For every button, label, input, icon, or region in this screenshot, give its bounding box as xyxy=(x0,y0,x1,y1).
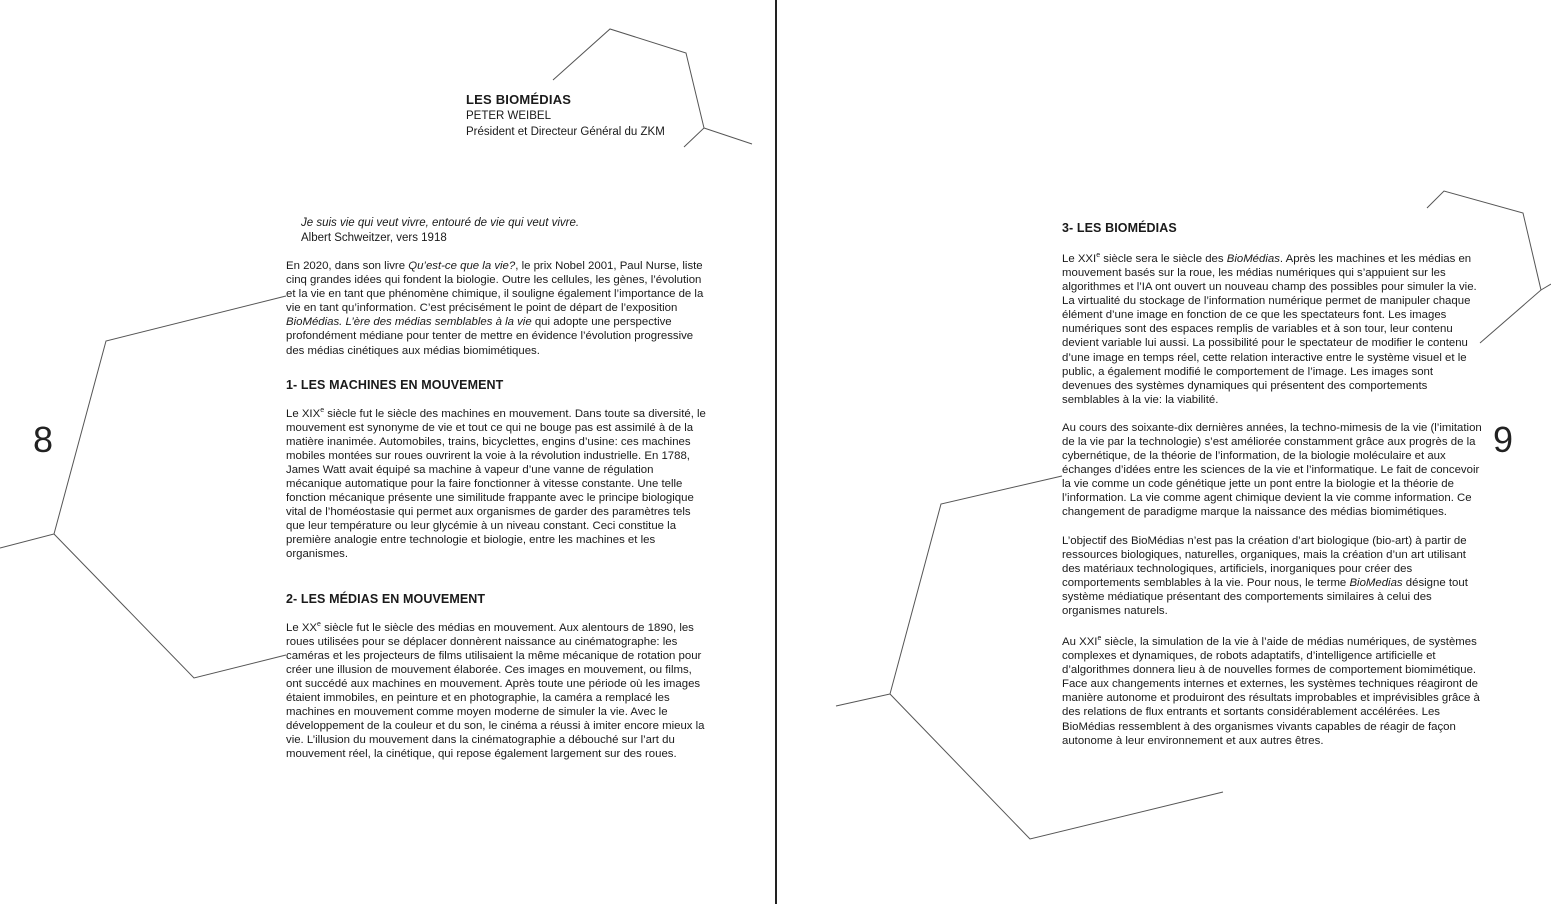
epigraph xyxy=(301,216,579,246)
author-role: Président et Directeur Général du ZKM xyxy=(466,126,665,138)
section-1-text-b: siècle fut le siècle des machines en mouvement. Dans toute sa diversité, le mouvement est synonyme de vie et tout ce qui ne bouge pas est assimilé à de la matière inanimée. Automobiles, trains, bicyclettes, engins d’usine: ces machines mobiles montées sur roues ouvrirent la voie à la révolution industrielle. En 1788, James Watt avait équipé sa machine à vapeur d’une vanne de régulation mécanique automatique pour la faire fonctionner à vitesse constante. Une telle fonction mécanique présente une similitude frappante avec le principe biologique vital de l’homéostasie qui permet aux organismes de garder des paramètres tels que leur température ou leur glycémie à un niveau constant. Ceci constitue la première analogie entre technologie et biologie, entre les machines et les organismes. xyxy=(286,407,706,561)
section-2-text-a: Le XX xyxy=(286,621,318,634)
section-3-p1-italic: BioMédias xyxy=(1226,252,1280,265)
intro-exhibition-title: BioMédias. L’ère des médias semblables à la vie xyxy=(286,316,532,329)
section-3-p4-b: siècle, la simulation de la vie à l’aide de médias numériques, de systèmes complexes et dynamiques, de robots adaptatifs, d’intelligence artificielle et d’algorithmes donnera lieu à de nouvelles formes de comportement biomimétique. Face aux changements internes et externes, les systèmes techniques réagiront de manière autonome et produiront des résultats improbables et imprévisibles grâce à des relations de flux entrants et sortants considérablement accélérées. Les BioMédias ressemblent à des organismes vivants capables de réagir de façon autonome à leur environnement et aux autres êtres. xyxy=(1062,635,1480,747)
section-3-paragraph-3 xyxy=(1062,534,1482,619)
section-3-p3-a: L’objectif des BioMédias n’est pas la création d’art biologique (bio-art) à partir de ressources biologiques, naturelles, organiques, mais la création d’un art utilisant des matériaux technologiques, artificiels, inorganiques pour créer des comportements semblables à la vie. Pour nous, le terme xyxy=(1062,534,1467,589)
top-decorative-line-tail xyxy=(704,128,752,144)
section-2-text-b: siècle fut le siècle des médias en mouvement. Aux alentours de 1890, les roues utilisées pour se déplacer donnèrent naissance au cinématographe: les caméras et les projecteurs de films utilisaient la même mécanique de rotation pour créer une illusion de mouvement élaborée. Ces images en mouvement, ou films, ont succédé aux machines en mouvement. Après toute une période où les images étaient immobiles, en peinture et en photographie, la caméra a remplacé les machines en mouvement comme moyen moderne de simuler la vie. Avec le développement de la couleur et du son, le cinéma a réussi à imiter encore mieux la vie. L’illusion du mouvement dans la cinématographie a débouché sur l’art du mouvement réel, la cinétique, qui repose également largement sur des roues. xyxy=(286,621,705,761)
page-number-right: 9 xyxy=(1493,419,1514,460)
lower-decorative-line xyxy=(54,534,286,678)
section-1-sup: e xyxy=(320,406,325,414)
right-page xyxy=(777,0,1551,904)
page-number-left: 8 xyxy=(33,419,54,460)
intro-text-3: qui adopte une perspective profondément médiane pour tenter de mettre en évidence l’évolution progressive des médias cinétiques aux médias biomimétiques. xyxy=(286,316,694,357)
section-3-p1-c: . Après les machines et les médias en mouvement basés sur la roue, les médias numériques qui s’appuient sur les algorithmes et l’IA ont ouvert un nouveau champ des possibles pour simuler la vie. La virtualité du stockage de l’information numérique permet de manipuler chaque élément d’une image en fonction de ce que les spectateurs font. Les images numériques sont des espaces remplis de variables et à son tour, leur contenu devient variable lui aussi. La possibilité pour le spectateur de modifier le contenu d’une image en temps réel, cette relation interactive entre le système visuel et le public, a également modifié le comportement de l’image. Les images sont devenues des systèmes dynamiques qui présentent des comportements semblables à la vie: la viabilité. xyxy=(1062,252,1477,406)
section-3-paragraph-2: Au cours des soixante-dix dernières années, la techno-mimesis de la vie (l’imitation de la vie par la technologie) s’est améliorée constamment grâce aux progrès de la cybernétique, de la théorie de l’information, de la biologie moléculaire et aux échanges d’idées entre les sciences de la vie et l’informatique. Le fait de concevoir la vie comme un code génétique jette un pont entre la biologie et la théorie de l’information. La vie comme agent chimique devient la vie comme information. Ce changement de paradigme marque la naissance des médias biomimétiques. xyxy=(1062,421,1482,519)
epigraph-quote: Je suis vie qui veut vivre, entouré de vie qui veut vivre. xyxy=(301,217,580,229)
section-3-p1-a: Le XXI xyxy=(1062,252,1097,265)
section-3-paragraph-1 xyxy=(1062,249,1482,407)
left-page xyxy=(0,0,775,904)
intro-text-1: En 2020, dans son livre xyxy=(286,260,409,272)
section-1-text-a: Le XIX xyxy=(286,407,321,420)
epigraph-attribution: Albert Schweitzer, vers 1918 xyxy=(301,232,447,244)
article-title: LES BIOMÉDIAS xyxy=(466,92,572,107)
section-3-heading: 3- LES BIOMÉDIAS xyxy=(1062,221,1177,235)
top-right-decorative-line-tail xyxy=(1541,284,1551,290)
author-name: PETER WEIBEL xyxy=(466,110,551,122)
section-3-p3-b: désigne tout système médiatique présentant des comportements similaires à celui des organismes naturels. xyxy=(1062,576,1468,618)
section-2-heading: 2- LES MÉDIAS EN MOUVEMENT xyxy=(286,591,486,606)
section-3-p1-sup: e xyxy=(1096,252,1101,260)
section-3-p3-italic: BioMedias xyxy=(1349,576,1403,589)
right-text-column xyxy=(1062,221,1482,762)
section-3-p1-b: siècle sera le siècle des xyxy=(1100,252,1227,265)
section-1-paragraph xyxy=(286,404,706,562)
article-header xyxy=(466,92,665,140)
section-1-heading: 1- LES MACHINES EN MOUVEMENT xyxy=(286,377,504,392)
intro-book-title: Qu’est-ce que la vie? xyxy=(408,260,516,272)
section-2-sup: e xyxy=(317,620,321,628)
intro-paragraph xyxy=(286,259,706,358)
section-3-p4-sup: e xyxy=(1097,635,1102,643)
mid-right-decorative-line xyxy=(836,476,1062,706)
section-2-paragraph xyxy=(286,618,706,762)
left-text-column xyxy=(286,259,706,775)
intro-text-2: , le prix Nobel 2001, Paul Nurse, liste cinq grandes idées qui fondent la biologie. Outre les cellules, les gènes, l’évolution et la vie en tant que phénomène chimique, il souligne également l’importance de la vie en tant qu’information. C’est précisément le point de départ de l’exposition xyxy=(286,260,704,315)
section-3-p4-a: Au XXI xyxy=(1062,635,1098,648)
section-3-paragraph-4 xyxy=(1062,632,1482,748)
